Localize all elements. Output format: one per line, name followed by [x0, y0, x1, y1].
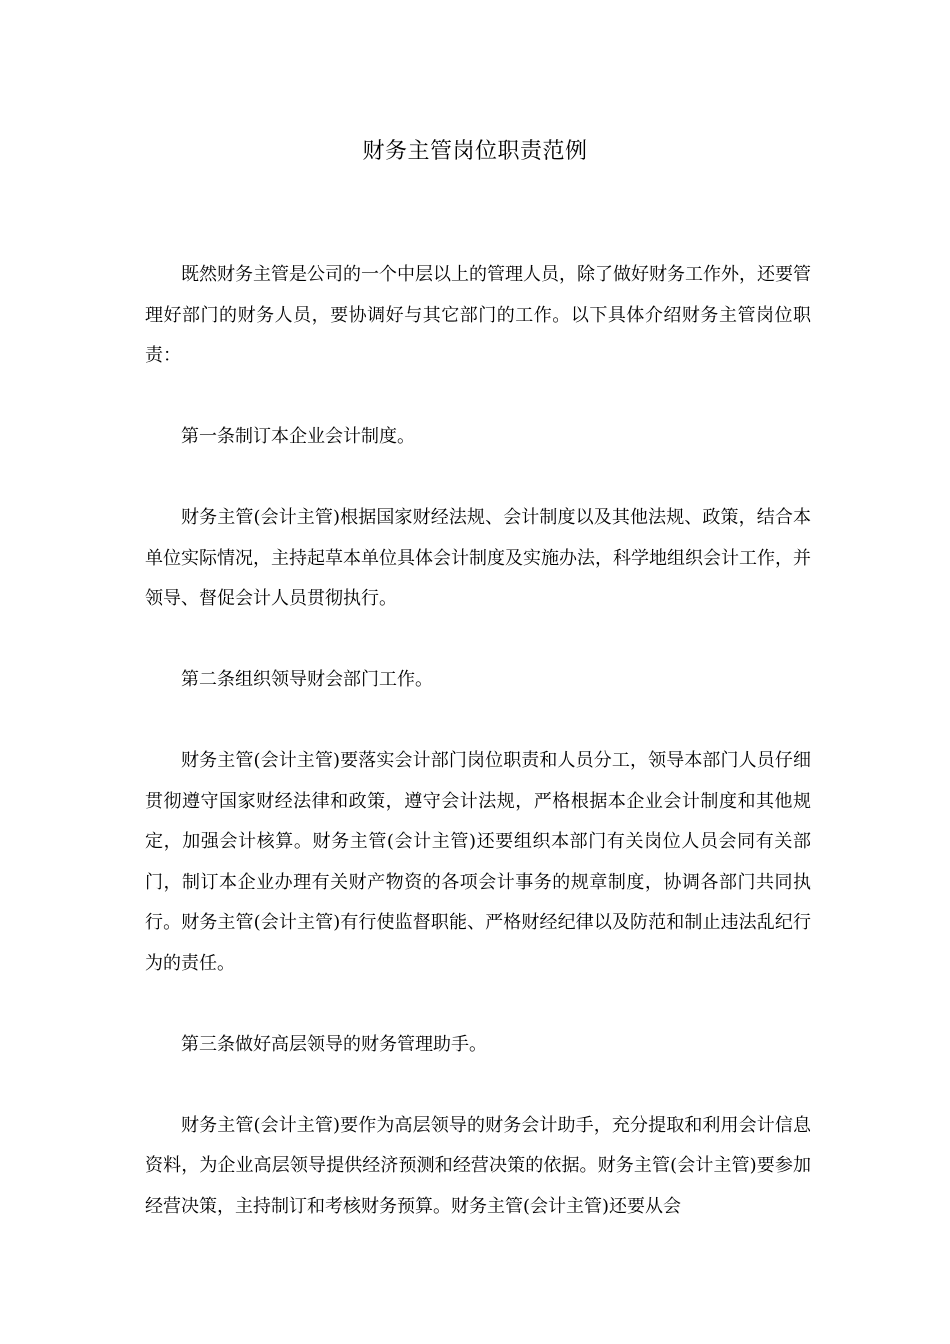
paragraph-article-3-body: 财务主管(会计主管)要作为高层领导的财务会计助手，充分提取和利用会计信息资料，为企业高层领导提供经济预测和经营决策的依据。财务主管(会计主管)要参加经营决策，主持制订和考核财务预算。财务主管(会计主管)还要从会 — [145, 1114, 811, 1217]
document-title: 财务主管岗位职责范例 — [362, 139, 588, 164]
paragraph-article-1-body: 财务主管(会计主管)根据国家财经法规、会计制度以及其他法规、政策，结合本单位实际情况，主持起草本单位具体会计制度及实施办法，科学地组织会计工作，并领导、督促会计人员贯彻执行。 — [145, 507, 811, 609]
paragraph-article-3-heading: 第三条做好高层领导的财务管理助手。 — [181, 1033, 487, 1055]
paragraph-article-2-body: 财务主管(会计主管)要落实会计部门岗位职责和人员分工，领导本部门人员仔细贯彻遵守国家财经法律和政策，遵守会计法规，严格根据本企业会计制度和其他规定，加强会计核算。财务主管(会计主管)还要组织本部门有关岗位人员会同有关部门，制订本企业办理有关财产物资的各项会计事务的规章制度，协调各部门共同执行。财务主管(会计主管)有行使监督职能、严格财经纪律以及防范和制止违法乱纪行为的责任。 — [145, 750, 811, 974]
paragraph-article-2-heading: 第二条组织领导财会部门工作。 — [181, 669, 433, 690]
paragraph-intro: 既然财务主管是公司的一个中层以上的管理人员，除了做好财务工作外，还要管理好部门的财务人员，要协调好与其它部门的工作。以下具体介绍财务主管岗位职责： — [145, 264, 811, 366]
document-body — [145, 255, 811, 1268]
paragraph-article-1-heading: 第一条制订本企业会计制度。 — [181, 426, 415, 447]
